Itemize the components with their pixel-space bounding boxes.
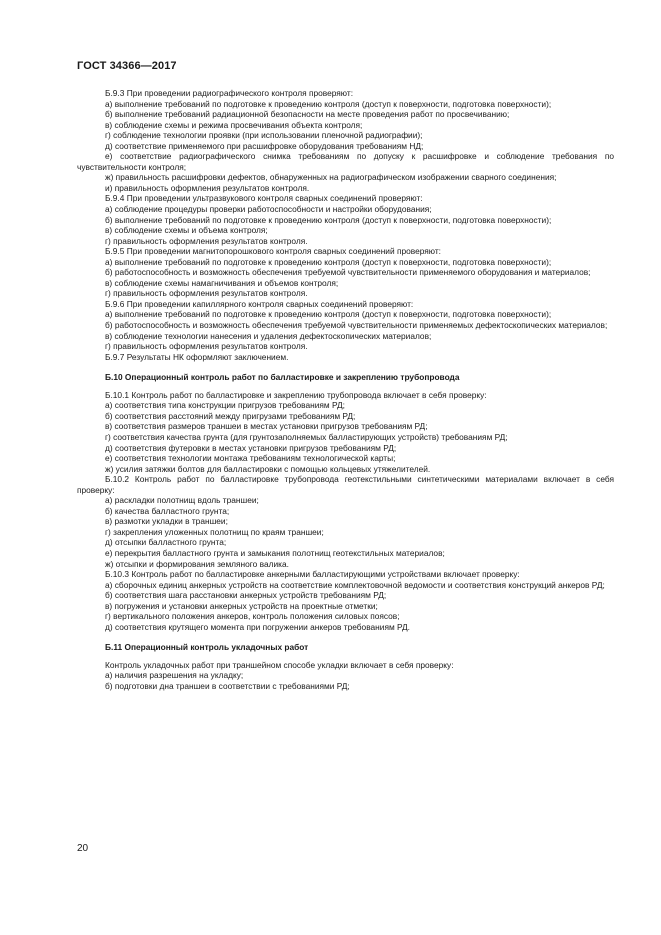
paragraph: г) правильность оформления результатов контроля. — [105, 288, 308, 299]
paragraph: ж) усилия затяжки болтов для балластировки с помощью кольцевых утяжелителей. — [105, 463, 431, 474]
paragraph: а) наличия разрешения на укладку; — [105, 670, 244, 681]
section-b10 — [77, 372, 614, 632]
paragraph: а) выполнение требований по подготовке к проведению контроля (доступ к поверхности, подготовка поверхности); — [105, 256, 552, 267]
paragraph: е) соответствие радиографического снимка требованиям по допуску к расшифровке и соблюдение требования по чувствительности контроля; — [77, 151, 614, 172]
paragraph: Б.10.1 Контроль работ по балластировке и закреплению трубопровода включает в себя проверку: — [105, 389, 487, 400]
standard-header: ГОСТ 34366—2017 — [77, 60, 177, 72]
paragraph: а) сборочных единиц анкерных устройств на соответствие комплектовочной ведомости и соответствия конструкций анкеров РД; — [105, 579, 605, 590]
paragraph: б) работоспособность и возможность обеспечения требуемой чувствительности применяемого оборудования и материалов; — [105, 267, 591, 278]
paragraph: г) правильность оформления результатов контроля. — [105, 341, 308, 352]
paragraph: а) соответствия типа конструкции пригрузов требованиям РД; — [105, 400, 345, 411]
paragraph: б) соответствия расстояний между пригрузами требованиям РД; — [105, 410, 356, 421]
paragraph: а) выполнение требований по подготовке к проведению контроля (доступ к поверхности, подготовка поверхности); — [105, 309, 552, 320]
paragraph: г) соответствия качества грунта (для грунтозаполняемых балластирующих устройств) требованиям РД; — [105, 431, 508, 442]
paragraph: б) выполнение требований по подготовке к проведению контроля (доступ к поверхности, подготовка поверхности); — [105, 214, 552, 225]
paragraph: ж) правильность расшифровки дефектов, обнаруженных на радиографическом изображении сварного соединения; — [105, 172, 557, 183]
paragraph: в) соблюдение схемы и объема контроля; — [105, 225, 268, 236]
paragraph: в) соблюдение схемы и режима просвечивания объекта контроля; — [105, 119, 363, 130]
paragraph: г) закрепления уложенных полотнищ по краям траншеи; — [105, 526, 324, 537]
paragraph: д) соответствия футеровки в местах установки пригрузов требованиям РД; — [105, 442, 397, 453]
paragraph: Контроль укладочных работ при траншейном способе укладки включает в себя проверку: — [105, 659, 454, 670]
paragraph: и) правильность оформления результатов контроля. — [105, 182, 310, 193]
paragraph: д) соответствия крутящего момента при погружении анкеров требованиям РД. — [105, 621, 410, 632]
paragraph: б) соответствия шага расстановки анкерных устройств требованиям РД; — [105, 590, 387, 601]
paragraph: б) качества балластного грунта; — [105, 505, 230, 516]
page-number: 20 — [77, 843, 89, 854]
paragraph: Б.10.3 Контроль работ по балластировке анкерными балластирующими устройствами включает проверку: — [105, 569, 520, 580]
section-b9 — [77, 88, 614, 362]
paragraph: Б.9.5 При проведении магнитопорошкового контроля сварных соединений проверяют: — [105, 246, 441, 257]
paragraph: б) выполнение требований радиационной безопасности на месте проведения работ по просвечиванию; — [105, 109, 510, 120]
paragraph: Б.10.2 Контроль работ по балластировке трубопровода геотекстильными синтетическими материалами включает в себя проверку: — [77, 474, 614, 495]
paragraph: в) соблюдение технологии нанесения и удаления дефектоскопических материалов; — [105, 330, 432, 341]
paragraph: г) вертикального положения анкеров, контроль положения силовых поясов; — [105, 611, 400, 622]
section-b11 — [77, 642, 614, 691]
document-body — [77, 88, 614, 692]
section-heading: Б.10 Операционный контроль работ по балластировке и закреплению трубопровода — [105, 372, 460, 383]
paragraph: Б.9.6 При проведении капиллярного контроля сварных соединений проверяют: — [105, 298, 414, 309]
paragraph: д) отсыпки балластного грунта; — [105, 537, 227, 548]
paragraph: д) соответствие применяемого при расшифровке оборудования требованиям НД; — [105, 140, 424, 151]
paragraph: Б.9.4 При проведении ультразвукового контроля сварных соединений проверяют: — [105, 193, 423, 204]
paragraph: г) правильность оформления результатов контроля. — [105, 235, 308, 246]
section-heading: Б.11 Операционный контроль укладочных работ — [105, 642, 309, 653]
paragraph: в) погружения и установки анкерных устройств на проектные отметки; — [105, 600, 378, 611]
paragraph: е) соответствия технологии монтажа требованиям технологической карты; — [105, 453, 396, 464]
paragraph: б) подготовки дна траншеи в соответствии с требованиями РД; — [105, 680, 350, 691]
paragraph: б) работоспособность и возможность обеспечения требуемой чувствительности применяемых дефектоскопических материалов; — [105, 320, 608, 331]
paragraph: е) перекрытия балластного грунта и замыкания полотнищ геотекстильных материалов; — [105, 547, 445, 558]
paragraph: г) соблюдение технологии проявки (при использовании пленочной радиографии); — [105, 130, 423, 141]
paragraph: в) размотки укладки в траншеи; — [105, 516, 228, 527]
paragraph: а) раскладки полотнищ вдоль траншеи; — [105, 495, 259, 506]
paragraph: а) соблюдение процедуры проверки работоспособности и настройки оборудования; — [105, 204, 432, 215]
paragraph: Б.9.7 Результаты НК оформляют заключением. — [105, 351, 289, 362]
paragraph: в) соответствия размеров траншеи в местах установки пригрузов требованиям РД; — [105, 421, 428, 432]
paragraph: в) соблюдение схемы намагничивания и объемов контроля; — [105, 277, 339, 288]
paragraph: Б.9.3 При проведении радиографического контроля проверяют: — [105, 88, 354, 98]
paragraph: ж) отсыпки и формирования земляного валика. — [105, 558, 289, 569]
paragraph: а) выполнение требований по подготовке к проведению контроля (доступ к поверхности, подготовка поверхности); — [105, 98, 552, 109]
